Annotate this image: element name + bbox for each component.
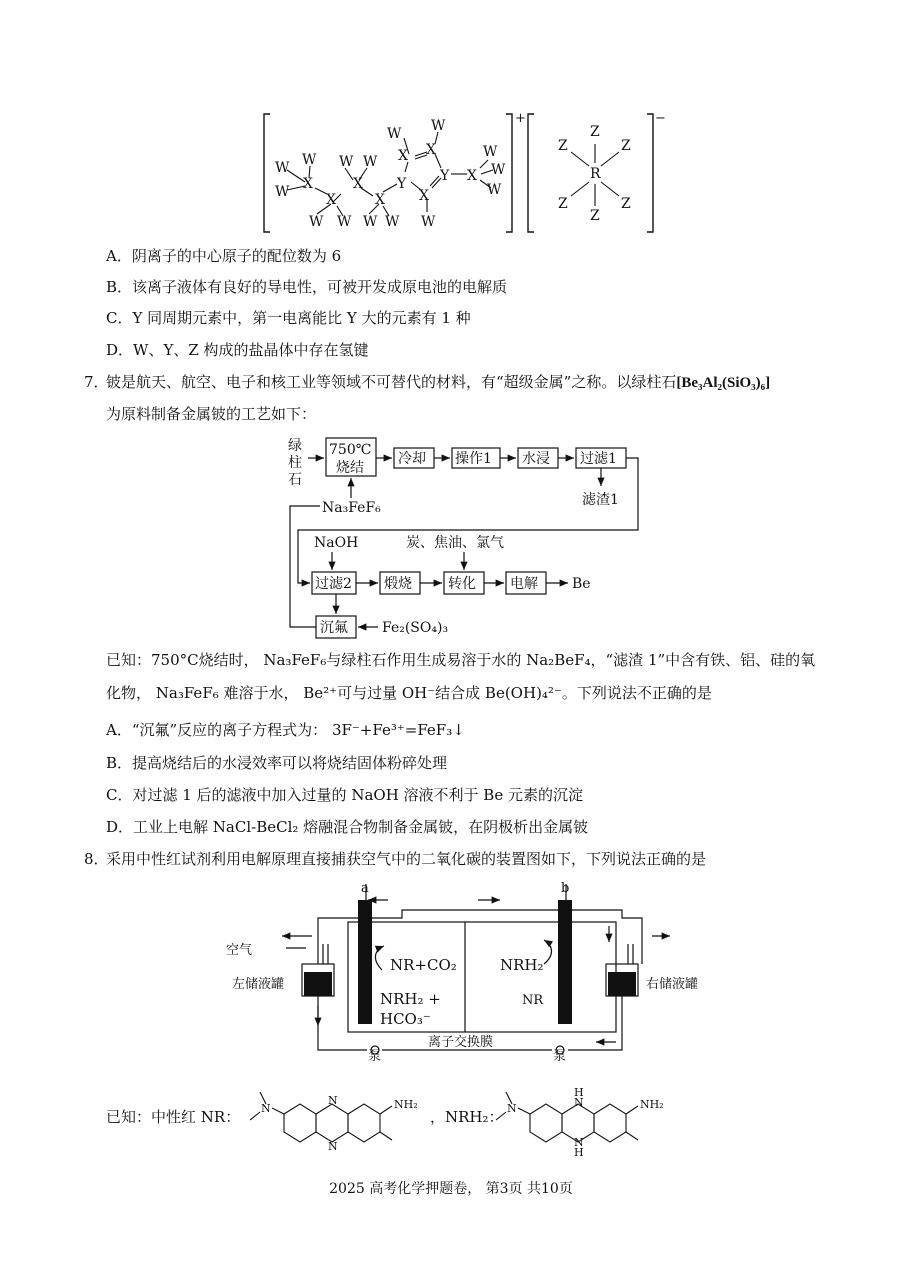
q7-option-a: A．“沉氟”反应的离子方程式为： 3F⁻+Fe³⁺=FeF₃↓ [106, 721, 465, 739]
flow-na3fef6: Na₃FeF₆ [322, 500, 381, 516]
flow-sinter: 烧结 [336, 460, 364, 476]
svg-text:W: W [309, 214, 324, 230]
left-tank-label: 左储液罐 [232, 977, 285, 992]
svg-text:W: W [363, 154, 378, 170]
cation-charge: + [515, 111, 526, 126]
svg-text:X: X [353, 176, 363, 192]
svg-text:W: W [339, 154, 354, 170]
svg-text:W: W [483, 144, 498, 160]
q7-option-d: D．工业上电解 NaCl-BeCl₂ 熔融混合物制备金属铍，在阴极析出金属铍 [106, 818, 589, 836]
right-reactant: NR [522, 993, 544, 1008]
flow-convert: 转化 [448, 576, 476, 592]
q7-stem-line2: 为原料制备金属铍的工艺如下： [106, 405, 317, 423]
left-product: NR+CO₂ [390, 956, 457, 974]
q8-number: 8． [84, 850, 109, 868]
q6-option-b: B．该离子液体有良好的导电性，可被开发成原电池的电解质 [106, 278, 508, 296]
flow-fe-salt: Fe₂(SO₄)₃ [382, 620, 449, 636]
nrh2-structure [484, 1082, 684, 1159]
nrh2-n-top: N [574, 1096, 584, 1109]
flow-op1: 操作1 [455, 451, 492, 467]
q8-stem: 采用中性红试剂利用电解原理直接捕获空气中的二氧化碳的装置图如下，下列说法正确的是 [106, 850, 707, 868]
svg-text:Z: Z [558, 196, 568, 212]
q6-option-d: D．W、Y、Z 构成的盐晶体中存在氢键 [106, 341, 369, 359]
air-label: 空气 [226, 943, 253, 958]
svg-text:W: W [431, 118, 446, 134]
right-tank-label: 右储液罐 [646, 977, 699, 992]
right-pump-label: 泵 [553, 1049, 567, 1064]
q7-number: 7． [84, 373, 109, 391]
flow-filter2: 过滤2 [315, 576, 352, 592]
svg-text:W: W [363, 214, 378, 230]
flow-filter1: 过滤1 [580, 451, 617, 467]
svg-text:W: W [337, 214, 352, 230]
svg-text:X: X [303, 176, 313, 192]
svg-text:Z: Z [590, 208, 600, 224]
q7-known-line2: 化物， Na₃FeF₆ 难溶于水， Be²⁺可与过量 OH⁻结合成 Be(OH)₄²⁻。下列说法不正确的是 [106, 684, 712, 702]
flow-start-1: 绿 [288, 438, 302, 454]
q8-known-prefix: 已知：中性红 NR： [106, 1108, 241, 1126]
flow-cool: 冷却 [398, 451, 426, 467]
flow-residue1: 滤渣1 [582, 492, 619, 508]
q8-electrolytic-cell [222, 880, 722, 1064]
svg-text:Z: Z [590, 124, 600, 140]
svg-text:W: W [385, 214, 400, 230]
q7-process-flowchart [284, 432, 644, 642]
svg-text:Z: Z [621, 196, 631, 212]
nrh2-nh2: NH₂ [640, 1098, 664, 1111]
svg-text:X: X [326, 192, 336, 208]
q7-option-b: B．提高烧结后的水浸效率可以将烧结固体粉碎处理 [106, 754, 448, 772]
page-footer: 2025 高考化学押题卷， 第3页 共10页 [329, 1181, 573, 1197]
flow-sinter-temp: 750℃ [329, 442, 372, 458]
flow-calcine: 煅烧 [384, 576, 412, 592]
svg-text:Y: Y [440, 168, 450, 184]
q6-ionic-liquid-structure [255, 108, 675, 236]
svg-text:X: X [419, 188, 429, 204]
nr-n-amine: N [261, 1102, 271, 1115]
flow-start-3: 石 [288, 472, 302, 488]
svg-text:X: X [467, 168, 477, 184]
right-product: NRH₂ [500, 956, 544, 974]
svg-text:W: W [387, 126, 402, 142]
nr-n-top: N [328, 1094, 338, 1107]
svg-text:W: W [275, 184, 290, 200]
nr-nh2: NH₂ [394, 1098, 418, 1111]
left-pump-label: 泵 [368, 1049, 382, 1064]
svg-text:Y: Y [397, 176, 407, 192]
nrh2-n-amine: N [507, 1102, 517, 1115]
q6-anion-labels [558, 124, 631, 224]
svg-text:X: X [426, 142, 436, 158]
svg-text:Z: Z [558, 138, 568, 154]
flow-start-2: 柱 [288, 455, 302, 471]
q8-known-mid: ，NRH₂： [430, 1108, 504, 1126]
q7-known-line1: 已知：750°C烧结时， Na₃FeF₆与绿柱石作用生成易溶于水的 Na₂BeF₄，“滤渣 1”中含有铁、铝、硅的氧 [106, 651, 816, 669]
q6-option-c: C．Y 同周期元素中，第一电离能比 Y 大的元素有 1 种 [106, 309, 471, 327]
left-reactant-1: NRH₂ + [380, 990, 441, 1008]
svg-text:Z: Z [621, 138, 631, 154]
nrh2-n-bottom: N [574, 1136, 584, 1149]
flow-electrolysis: 电解 [510, 576, 538, 592]
left-reactant-2: HCO₃⁻ [380, 1010, 431, 1028]
flow-product-be: Be [572, 576, 591, 592]
q6-option-a: A．阴离子的中心原子的配位数为 6 [106, 247, 342, 265]
svg-text:W: W [491, 162, 506, 178]
svg-text:X: X [375, 192, 385, 208]
electrode-a: a [361, 881, 369, 896]
nrh2-h-bottom: H [574, 1146, 584, 1159]
q7-option-c: C．对过滤 1 后的滤液中加入过量的 NaOH 溶液不利于 Be 元素的沉淀 [106, 786, 583, 804]
nrh2-h-top: H [574, 1086, 584, 1099]
q7-beryl-formula: [Be₃Al₂(SiO₃)₆] [676, 375, 771, 391]
flow-naoh: NaOH [314, 535, 359, 551]
svg-text:W: W [302, 152, 317, 168]
svg-text:W: W [275, 160, 290, 176]
anion-charge: − [655, 111, 666, 126]
flow-leach: 水浸 [522, 451, 550, 467]
electrode-b: b [561, 881, 570, 896]
svg-text:R: R [590, 166, 601, 182]
svg-text:X: X [398, 148, 408, 164]
membrane-label: 离子交换膜 [428, 1035, 494, 1050]
q7-stem-text: 铍是航天、航空、电子和核工业等领域不可替代的材料，有“超级金属”之称。以绿柱石 [106, 373, 677, 391]
flow-carbon: 炭、焦油、氯气 [406, 535, 504, 551]
flow-precip: 沉氟 [320, 620, 348, 636]
svg-text:W: W [421, 214, 436, 230]
svg-text:W: W [487, 182, 502, 198]
nr-structure [238, 1082, 428, 1152]
nr-n-bottom: N [328, 1140, 338, 1153]
q7-stem-line1 [106, 372, 770, 393]
